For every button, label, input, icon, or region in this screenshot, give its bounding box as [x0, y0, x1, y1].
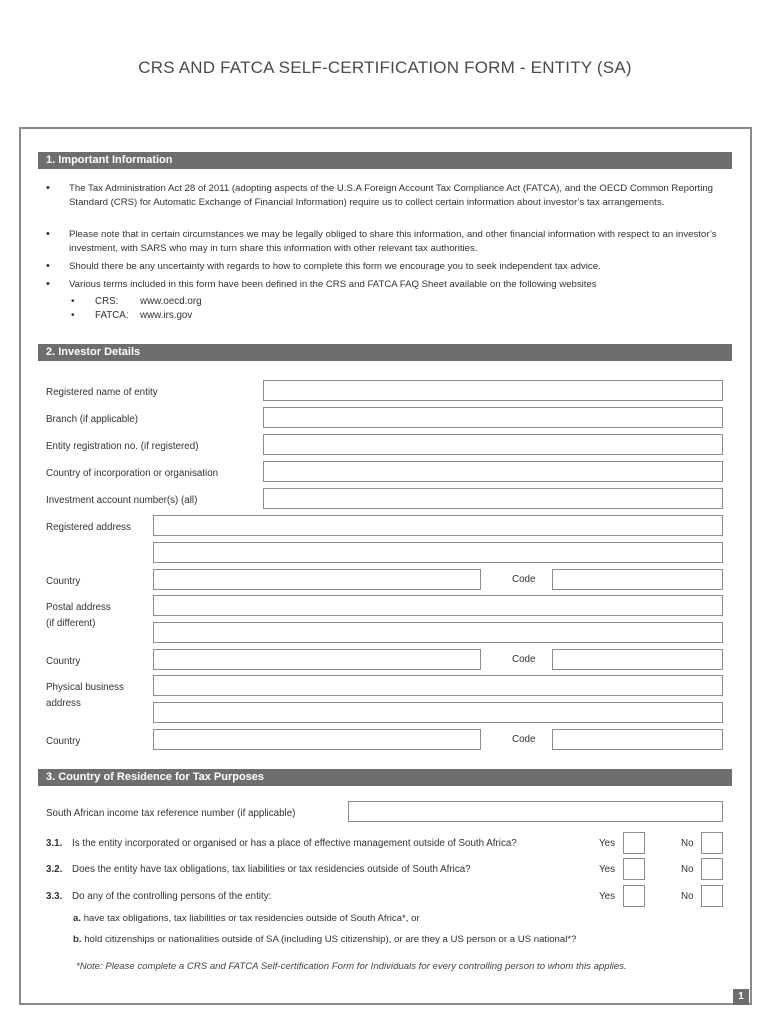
registered-code-label: Code — [512, 574, 536, 585]
question-3-3-yes-label: Yes — [599, 891, 615, 902]
page-number: 1 — [733, 989, 749, 1005]
physical-address-label: Physical business — [46, 682, 124, 693]
postal-country-field[interactable] — [153, 649, 481, 670]
question-3-2-yes-checkbox[interactable] — [623, 858, 645, 880]
physical-address-label-sub: address — [46, 698, 81, 709]
registered-name-label: Registered name of entity — [46, 387, 158, 398]
postal-country-label: Country — [46, 656, 81, 667]
website-bullet-crs: • — [71, 296, 75, 307]
question-3-3-number: 3.3. — [46, 891, 63, 902]
info-bullet-3: Should there be any uncertainty with regards to how to complete this form we encourage you to seek independent tax advice. — [69, 261, 601, 272]
registered-address-label: Registered address — [46, 522, 131, 533]
registration-no-label: Entity registration no. (if registered) — [46, 441, 199, 452]
question-3-3-no-checkbox[interactable] — [701, 885, 723, 907]
sub-item-a-letter: a. — [73, 913, 82, 924]
bullet-2: • — [46, 228, 50, 240]
postal-code-field[interactable] — [552, 649, 723, 670]
question-3-1-text: Is the entity incorporated or organised or has a place of effective management outside of South Africa? — [72, 838, 517, 849]
info-bullet-4: Various terms included in this form have been defined in the CRS and FATCA FAQ Sheet available on the following websites — [69, 279, 597, 290]
website-bullet-fatca: • — [71, 310, 75, 321]
physical-address-line1[interactable] — [153, 675, 723, 696]
question-3-1-no-checkbox[interactable] — [701, 832, 723, 854]
sub-item-b-text: hold citizenships or nationalities outside of SA (including US citizenship), or are they a US person or a US national*? — [84, 934, 577, 945]
question-3-1-yes-checkbox[interactable] — [623, 832, 645, 854]
section-2-header: 2. Investor Details — [38, 344, 732, 361]
website-link-fatca[interactable]: www.irs.gov — [140, 310, 193, 321]
postal-address-line2[interactable] — [153, 622, 723, 643]
country-incorporation-field[interactable] — [263, 461, 723, 482]
branch-field[interactable] — [263, 407, 723, 428]
bullet-1: • — [46, 182, 50, 194]
registered-address-line1[interactable] — [153, 515, 723, 536]
sub-item-a-text: have tax obligations, tax liabilities or tax residencies outside of South Africa*, or — [83, 913, 420, 924]
bullet-4: • — [46, 278, 50, 290]
registration-no-field[interactable] — [263, 434, 723, 455]
question-3-1-no-label: No — [681, 838, 694, 849]
question-3-1-yes-label: Yes — [599, 838, 615, 849]
bullet-3: • — [46, 260, 50, 272]
question-3-3-yes-checkbox[interactable] — [623, 885, 645, 907]
tax-ref-label: South African income tax reference number (if applicable) — [46, 808, 296, 819]
country-incorporation-label: Country of incorporation or organisation — [46, 468, 219, 479]
registered-country-field[interactable] — [153, 569, 481, 590]
website-label-fatca: FATCA: — [95, 310, 129, 321]
question-3-2-text: Does the entity have tax obligations, tax liabilities or tax residencies outside of South Africa? — [72, 864, 471, 875]
postal-address-label: Postal address — [46, 602, 111, 613]
question-3-3-no-label: No — [681, 891, 694, 902]
info-bullet-1: The Tax Administration Act 28 of 2011 (adopting aspects of the U.S.A Foreign Account Tax Compliance Act (FATCA), and the OECD Common Reporting Standard (CRS) for Automatic Exchange of Financial Information) require us to collect certain information about investor’s tax arrangements. — [69, 183, 713, 208]
controlling-person-note: *Note: Please complete a CRS and FATCA Self-certification Form for Individuals for every controlling person to whom this applies. — [76, 961, 627, 972]
question-3-3-text: Do any of the controlling persons of the entity: — [72, 891, 272, 902]
registered-code-field[interactable] — [552, 569, 723, 590]
section-3-header: 3. Country of Residence for Tax Purposes — [38, 769, 732, 786]
website-label-crs: CRS: — [95, 296, 119, 307]
section-1-header: 1. Important Information — [38, 152, 732, 169]
registered-country-label: Country — [46, 576, 81, 587]
postal-address-label-sub: (if different) — [46, 618, 96, 629]
postal-address-line1[interactable] — [153, 595, 723, 616]
account-numbers-label: Investment account number(s) (all) — [46, 495, 198, 506]
physical-country-label: Country — [46, 736, 81, 747]
question-3-2-yes-label: Yes — [599, 864, 615, 875]
info-bullet-2: Please note that in certain circumstances we may be legally obliged to share this information, and other financial information with respect to an investor’s investment, with SARS who may in turn share this information with other relevant tax authorities. — [69, 229, 717, 254]
physical-code-label: Code — [512, 734, 536, 745]
sub-item-a — [73, 913, 420, 924]
document-title: CRS AND FATCA SELF-CERTIFICATION FORM - ENTITY (SA) — [138, 58, 632, 77]
registered-address-line2[interactable] — [153, 542, 723, 563]
physical-code-field[interactable] — [552, 729, 723, 750]
sub-item-b-letter: b. — [73, 934, 82, 945]
registered-name-field[interactable] — [263, 380, 723, 401]
question-3-2-no-label: No — [681, 864, 694, 875]
sub-item-b — [73, 934, 576, 945]
question-3-2-number: 3.2. — [46, 864, 63, 875]
website-link-crs[interactable]: www.oecd.org — [140, 296, 202, 307]
question-3-2-no-checkbox[interactable] — [701, 858, 723, 880]
postal-code-label: Code — [512, 654, 536, 665]
tax-ref-field[interactable] — [348, 801, 723, 822]
physical-address-line2[interactable] — [153, 702, 723, 723]
physical-country-field[interactable] — [153, 729, 481, 750]
question-3-1-number: 3.1. — [46, 838, 63, 849]
branch-label: Branch (if applicable) — [46, 414, 139, 425]
account-numbers-field[interactable] — [263, 488, 723, 509]
